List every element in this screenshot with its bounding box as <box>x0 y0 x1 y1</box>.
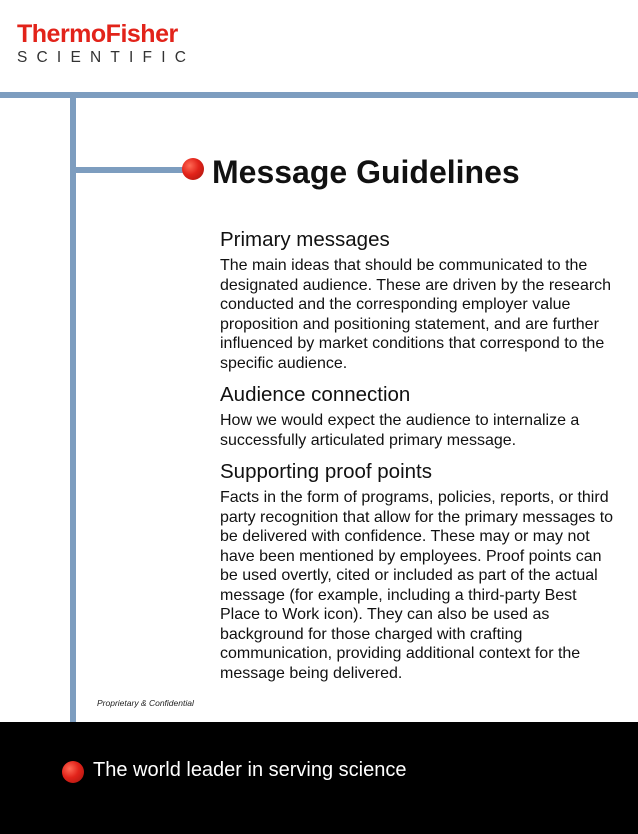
section-heading-audience-connection: Audience connection <box>220 383 411 406</box>
section-body-proof-points: Facts in the form of programs, policies, reports, or third party recognition that allow for the primary messages to be delivered with confidence. These may or may not have been mentioned by employees. Proof points can be used overtly, cited or included as part of the actual message (for example, including a third-party Best Place to Work icon). They can also be used as background for those charged with crafting communication, providing additional context for the message being delivered. <box>220 489 614 682</box>
section-heading-primary-messages: Primary messages <box>220 228 390 251</box>
section-heading-proof-points: Supporting proof points <box>220 460 432 483</box>
logo-subtitle: SCIENTIFIC <box>17 49 196 66</box>
thermofisher-logo <box>17 22 195 67</box>
logo-wordmark: ThermoFisher <box>17 20 178 48</box>
footer-red-bullet-icon <box>62 761 84 783</box>
page-title: Message Guidelines <box>212 154 520 190</box>
footer-tagline: The world leader in serving science <box>93 759 407 781</box>
header-divider <box>0 92 638 98</box>
confidential-notice: Proprietary & Confidential <box>97 698 194 708</box>
section-body-primary-messages: The main ideas that should be communicated to the designated audience. These are driven by the research conducted and the corresponding employer value proposition and positioning statement, and are further influenced by market conditions that correspond to the specific audience. <box>220 257 612 372</box>
title-connector-line <box>70 167 190 173</box>
vertical-rule <box>70 96 76 748</box>
red-bullet-icon <box>182 158 204 180</box>
section-body-audience-connection: How we would expect the audience to internalize a successfully articulated primary message. <box>220 412 580 449</box>
guidelines-content <box>220 228 618 693</box>
